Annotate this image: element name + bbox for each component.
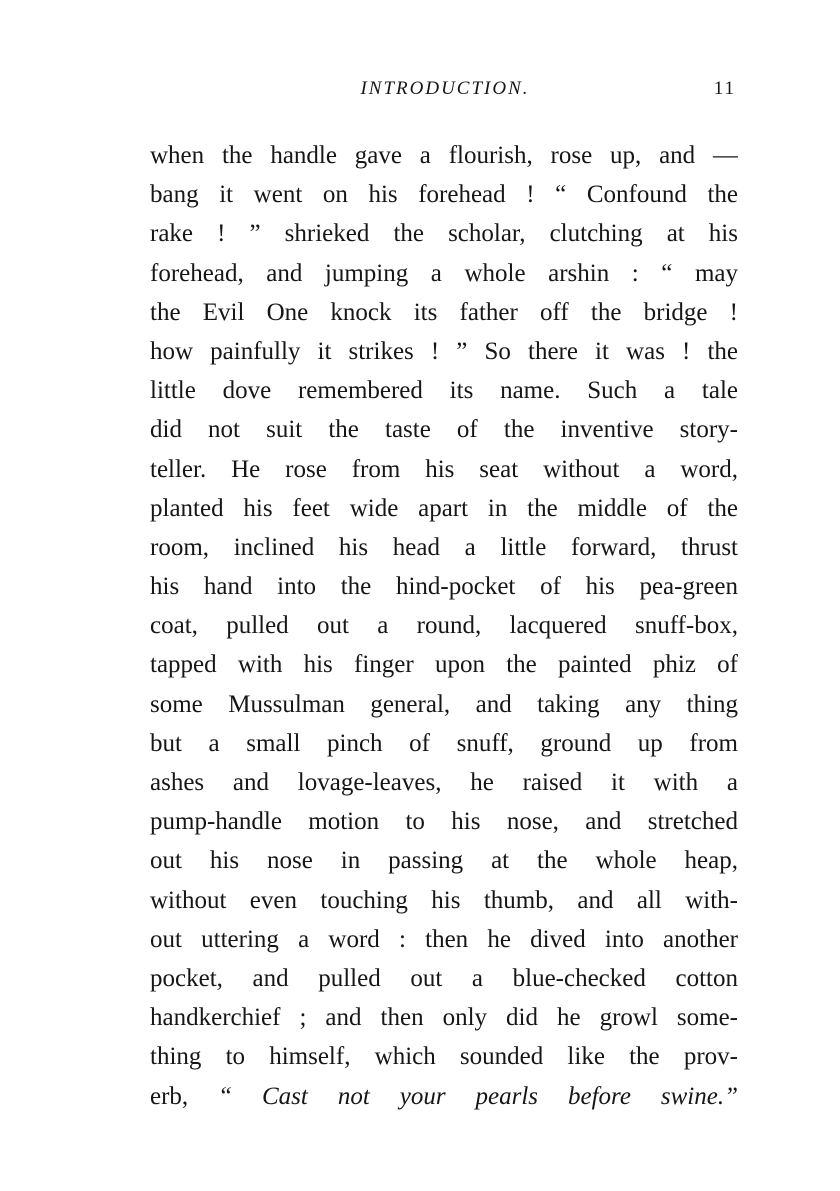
text-line: thing to himself, which sounded like the prov-: [150, 1043, 738, 1071]
page-header: [150, 76, 740, 104]
text-line: teller. He rose from his seat without a word,: [150, 455, 738, 483]
text-line: did not suit the taste of the inventive story-: [150, 416, 738, 444]
text-line: out his nose in passing at the whole heap,: [150, 847, 738, 875]
text-line: some Mussulman general, and taking any thing: [150, 690, 738, 718]
running-title: INTRODUCTION.: [360, 78, 530, 99]
text-line: room, inclined his head a little forward, thrust: [150, 533, 738, 561]
text-line: pocket, and pulled out a blue-checked cotton: [150, 964, 738, 992]
proverb-quote: “ Cast not your pearls before swine.”: [218, 1082, 738, 1110]
text-line: his hand into the hind-pocket of his pea-green: [150, 573, 738, 601]
text-line: coat, pulled out a round, lacquered snuff-box,: [150, 612, 738, 640]
text-line: planted his feet wide apart in the middle of the: [150, 494, 738, 522]
text-line: little dove remembered its name. Such a tale: [150, 377, 738, 405]
text-line: bang it went on his forehead ! “ Confound the: [150, 181, 738, 209]
text-line: tapped with his finger upon the painted phiz of: [150, 651, 738, 679]
text-line: pump-handle motion to his nose, and stretched: [150, 808, 738, 836]
page-number: 11: [713, 78, 736, 99]
text-line: without even touching his thumb, and all with-: [150, 886, 738, 914]
text-line: the Evil One knock its father off the bridge !: [150, 298, 738, 326]
text-line: forehead, and jumping a whole arshin : “ may: [150, 259, 738, 287]
text-line: ashes and lovage-leaves, he raised it with a: [150, 769, 738, 796]
text-line-last: [150, 1077, 738, 1116]
text-line: how painfully it strikes ! ” So there it was ! the: [150, 337, 738, 365]
body-text: [150, 136, 738, 1116]
text-line: rake ! ” shrieked the scholar, clutching at his: [150, 220, 738, 248]
text-line: handkerchief ; and then only did he growl some-: [150, 1004, 738, 1032]
text-line: but a small pinch of snuff, ground up from: [150, 729, 738, 757]
last-line-prefix: erb,: [150, 1082, 189, 1110]
text-line: when the handle gave a flourish, rose up, and —: [150, 142, 738, 169]
text-line: out uttering a word : then he dived into another: [150, 925, 738, 953]
